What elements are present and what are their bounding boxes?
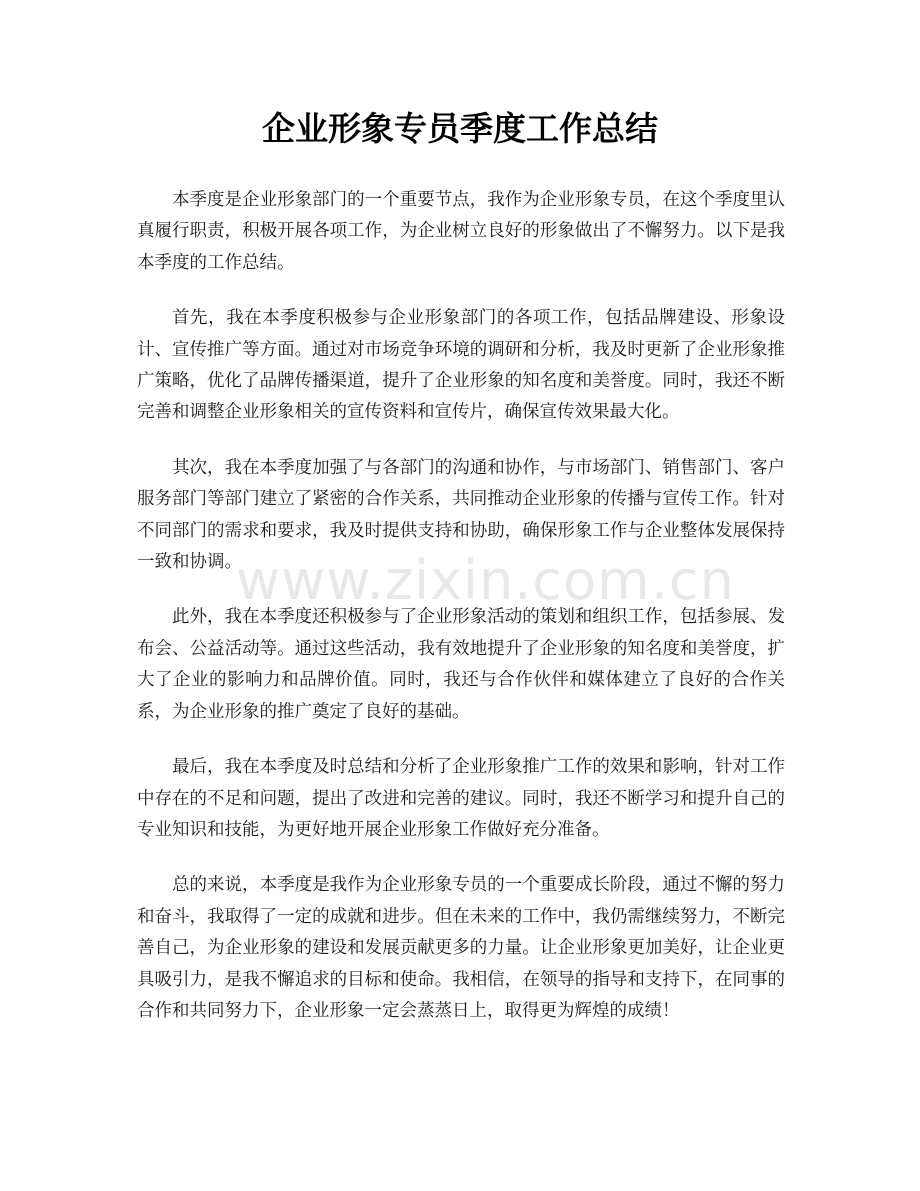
document-body — [137, 185, 785, 1051]
paragraph-first: 首先，我在本季度积极参与企业形象部门的各项工作，包括品牌建设、形象设计、宣传推广等方面。通过对市场竞争环境的调研和分析，我及时更新了企业形象推广策略，优化了品牌传播渠道，提升了企业形象的知名度和美誉度。同时，我还不断完善和调整企业形象相关的宣传资料和宣传片，确保宣传效果最大化。 — [137, 308, 785, 423]
document-title: 企业形象专员季度工作总结 — [262, 109, 658, 148]
paragraph-finally: 最后，我在本季度及时总结和分析了企业形象推广工作的效果和影响，针对工作中存在的不足和问题，提出了改进和完善的建议。同时，我还不断学习和提升自己的专业知识和技能，为更好地开展企业形象工作做好充分准备。 — [137, 757, 785, 840]
paragraph-second: 其次，我在本季度加强了与各部门的沟通和协作，与市场部门、销售部门、客户服务部门等部门建立了紧密的合作关系，共同推动企业形象的传播与宣传工作。针对不同部门的需求和要求，我及时提供支持和协助，确保形象工作与企业整体发展保持一致和协调。 — [137, 457, 785, 573]
paragraph-conclusion: 总的来说，本季度是我作为企业形象专员的一个重要成长阶段，通过不懈的努力和奋斗，我取得了一定的成就和进步。但在未来的工作中，我仍需继续努力，不断完善自己，为企业形象的建设和发展贡献更多的力量。让企业形象更加美好，让企业更具吸引力，是我不懈追求的目标和使命。我相信，在领导的指导和支持下，在同事的合作和共同努力下，企业形象一定会蒸蒸日上，取得更为辉煌的成绩！ — [137, 875, 785, 1021]
watermark: www.zixin.com.cn — [236, 549, 735, 612]
paragraph-additionally: 此外，我在本季度还积极参与了企业形象活动的策划和组织工作，包括参展、发布会、公益活动等。通过这些活动，我有效地提升了企业形象的知名度和美誉度，扩大了企业的影响力和品牌价值。同时，我还与合作伙伴和媒体建立了良好的合作关系，为企业形象的推广奠定了良好的基础。 — [137, 607, 785, 722]
paragraph-intro: 本季度是企业形象部门的一个重要节点，我作为企业形象专员，在这个季度里认真履行职责，积极开展各项工作，为企业树立良好的形象做出了不懈努力。以下是我本季度的工作总结。 — [137, 190, 785, 273]
